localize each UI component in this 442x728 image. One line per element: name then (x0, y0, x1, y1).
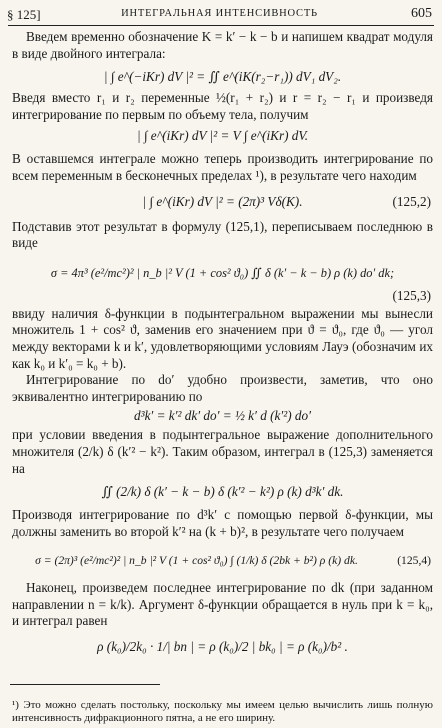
equation (12, 191, 433, 213)
running-title: ИНТЕГРАЛЬНАЯ ИНТЕНСИВНОСТЬ (121, 8, 318, 19)
page-body (12, 29, 433, 662)
formula: ∬ (2/k) δ (k′ − k − b) δ (k′² − k²) ρ (k) d³k′ dk. (101, 484, 344, 500)
equation-number: (125,2) (392, 193, 431, 209)
section-marker: § 125] (7, 7, 41, 22)
paragraph: Производя интегрирование по d³k′ с помощью первой δ-функции, мы должны заменить во второй k′² на (k + b)², в результате чего получаем (12, 507, 433, 539)
equation-number: (125,3) (392, 287, 431, 303)
paragraph: Наконец, произведем последнее интегрирование по dk (при заданном направлении n = k/k). Аргумент δ-функции обращается в нуль при k = k₀, и интеграл равен (12, 580, 433, 629)
equation-number: (125,4) (397, 554, 431, 568)
footnote-rule (10, 684, 160, 685)
formula: | ∫ e^(iKr) dV |² = (2π)³ Vδ(K). (142, 193, 303, 209)
formula: σ = 4π³ (e²/mc²)² | n_b |² V (1 + cos² ϑ₀) ∬ δ (k′ − k − b) ρ (k) do′ dk; (50, 265, 395, 280)
equation (12, 632, 433, 662)
formula: σ = (2π)³ (e²/mc²)² | n_b |² V (1 + cos² ϑ₀) ∫ (1/k) δ (2bk + b²) ρ (k) dk. (35, 554, 358, 568)
formula: ρ (k₀)/2k₀ · 1/| bn | = ρ (k₀)/2 | bk₀ | = ρ (k₀)/b² . (97, 639, 348, 655)
equation (12, 546, 433, 576)
paragraph: Введем временно обозначение K = k′ − k − b и напишем квадрат модуля в виде двойного интеграла: (12, 29, 433, 61)
paragraph: В оставшемся интеграле можно теперь производить интегрирование по всем переменным в бесконечных пределах ¹), в результате чего находим (12, 151, 433, 183)
header-rule (8, 25, 434, 26)
running-header (7, 6, 432, 26)
paragraph: Подставив этот результат в формулу (125,1), переписываем последнюю в виде (12, 218, 433, 251)
equation (12, 405, 433, 427)
equation (12, 258, 433, 288)
formula: d³k′ = k′² dk′ do′ = ½ k′ d (k′²) do′ (134, 408, 311, 424)
paragraph: при условии введения в подынтегральное выражение дополнительного множителя (2/k) δ (k′² − k²). Таким образом, интеграл в (125,3) заменяется на (12, 427, 433, 476)
formula: | ∫ e^(−iKr) dV |² = ∬ e^(iK(r₂−r₁)) dV₁ dV₂. (103, 69, 342, 85)
equation (12, 481, 433, 503)
paragraph: Введя вместо r₁ и r₂ переменные ½(r₁ + r₂) и r = r₂ − r₁ и произведя интегрирование по первым по объему тела, получим (12, 90, 433, 122)
page-number: 605 (411, 6, 432, 21)
paragraph: ввиду наличия δ-функции в подынтегральном выражении мы вынесли множитель 1 + cos² ϑ, заменив его значением при ϑ = ϑ₀, где ϑ₀ — угол между векторами k и k′, удовлетворяющими условиям Лауэ (обозначим их как k₀ и k′₀ = k₀ + b). (12, 305, 433, 371)
paragraph: Интегрирование по do′ удобно произвести, заметив, что оно эквивалентно интегрированию по (12, 372, 433, 404)
equation-number-line (12, 288, 433, 304)
equation (12, 66, 433, 88)
equation (12, 125, 433, 147)
formula: | ∫ e^(iKr) dV |² = V ∫ e^(iKr) dV. (136, 128, 309, 144)
footnote: ¹) Это можно сделать постольку, поскольку мы имеем целью вычислить лишь полную интенсивность дифракционного пятна, а не его ширину. (12, 699, 433, 725)
